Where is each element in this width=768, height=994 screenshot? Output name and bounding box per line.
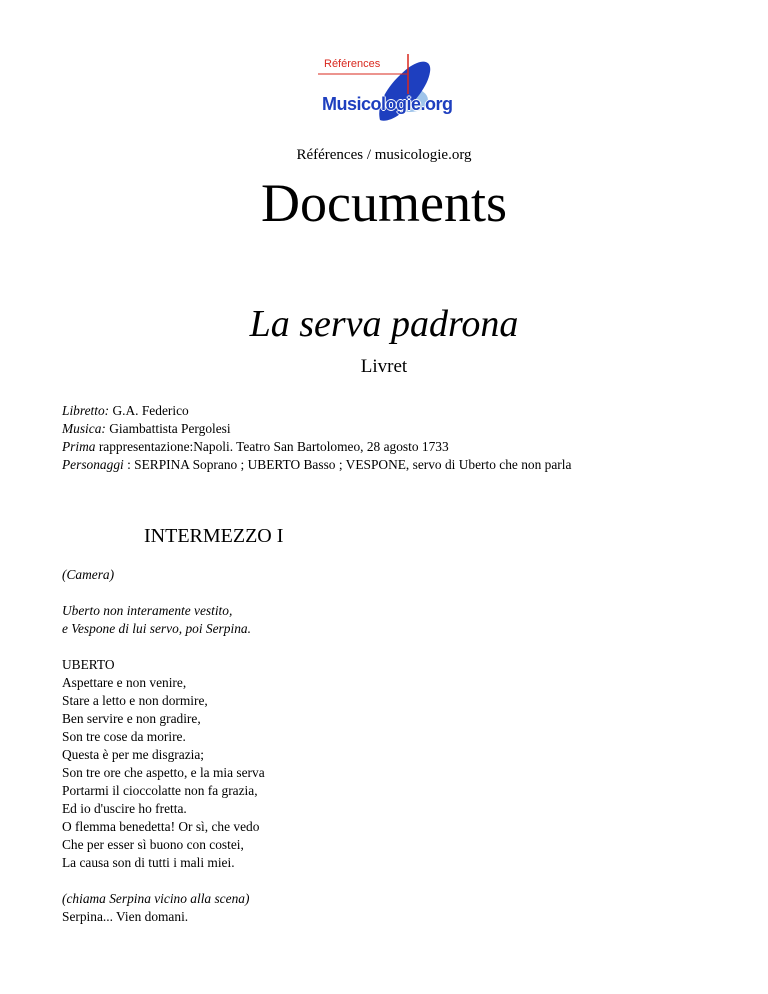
logo-bottom-text: Musicologie.org [322, 94, 453, 114]
scene-setting: (Camera) [62, 567, 115, 582]
credit-composer [62, 420, 571, 438]
verse-line: Son tre ore che aspetto, e la mia serva [62, 765, 265, 780]
credit-value: rappresentazione:Napoli. Teatro San Bartolomeo, 28 agosto 1733 [95, 439, 449, 454]
credit-premiere [62, 438, 571, 456]
credit-label: Personaggi [62, 457, 124, 472]
verse-line: Che per esser sì buono con costei, [62, 837, 244, 852]
logo-top-text: Références [324, 58, 381, 70]
credit-label: Libretto: [62, 403, 110, 418]
libretto-text [62, 566, 265, 944]
credit-librettist [62, 402, 571, 420]
verse-line: La causa son di tutti i mali miei. [62, 855, 235, 870]
credit-value: Giambattista Pergolesi [105, 421, 231, 436]
section-heading: INTERMEZZO I [144, 525, 284, 547]
speaker-name: UBERTO [62, 657, 115, 672]
document-title: Documents [261, 173, 507, 233]
work-subtitle: Livret [360, 356, 408, 377]
work-title: La serva padrona [249, 303, 519, 345]
credits-block [62, 402, 571, 474]
verse-line: Ben servire e non gradire, [62, 711, 201, 726]
verse-line: O flemma benedetta! Or sì, che vedo [62, 819, 260, 834]
credit-label: Prima [62, 439, 96, 454]
credit-label: Musica: [62, 421, 106, 436]
source-line: Références / musicologie.org [296, 147, 472, 163]
verse-line: Questa è per me disgrazia; [62, 747, 205, 762]
stage-direction-line: Uberto non interamente vestito, [62, 603, 233, 618]
verse-line: Stare a letto e non dormire, [62, 693, 208, 708]
site-logo[interactable] [318, 54, 453, 122]
verse-line: Portarmi il cioccolatte non fa grazia, [62, 783, 258, 798]
verse-line: Aspettare e non venire, [62, 675, 187, 690]
verse-line: Serpina... Vien domani. [62, 909, 189, 924]
credit-value: : SERPINA Soprano ; UBERTO Basso ; VESPONE, servo di Uberto che non parla [123, 457, 572, 472]
stage-direction: (chiama Serpina vicino alla scena) [62, 891, 250, 906]
stage-direction-line: e Vespone di lui servo, poi Serpina. [62, 621, 251, 636]
credit-characters [62, 456, 571, 474]
credit-value: G.A. Federico [109, 403, 189, 418]
verse-line: Son tre cose da morire. [62, 729, 186, 744]
verse-line: Ed io d'uscire ho fretta. [62, 801, 187, 816]
